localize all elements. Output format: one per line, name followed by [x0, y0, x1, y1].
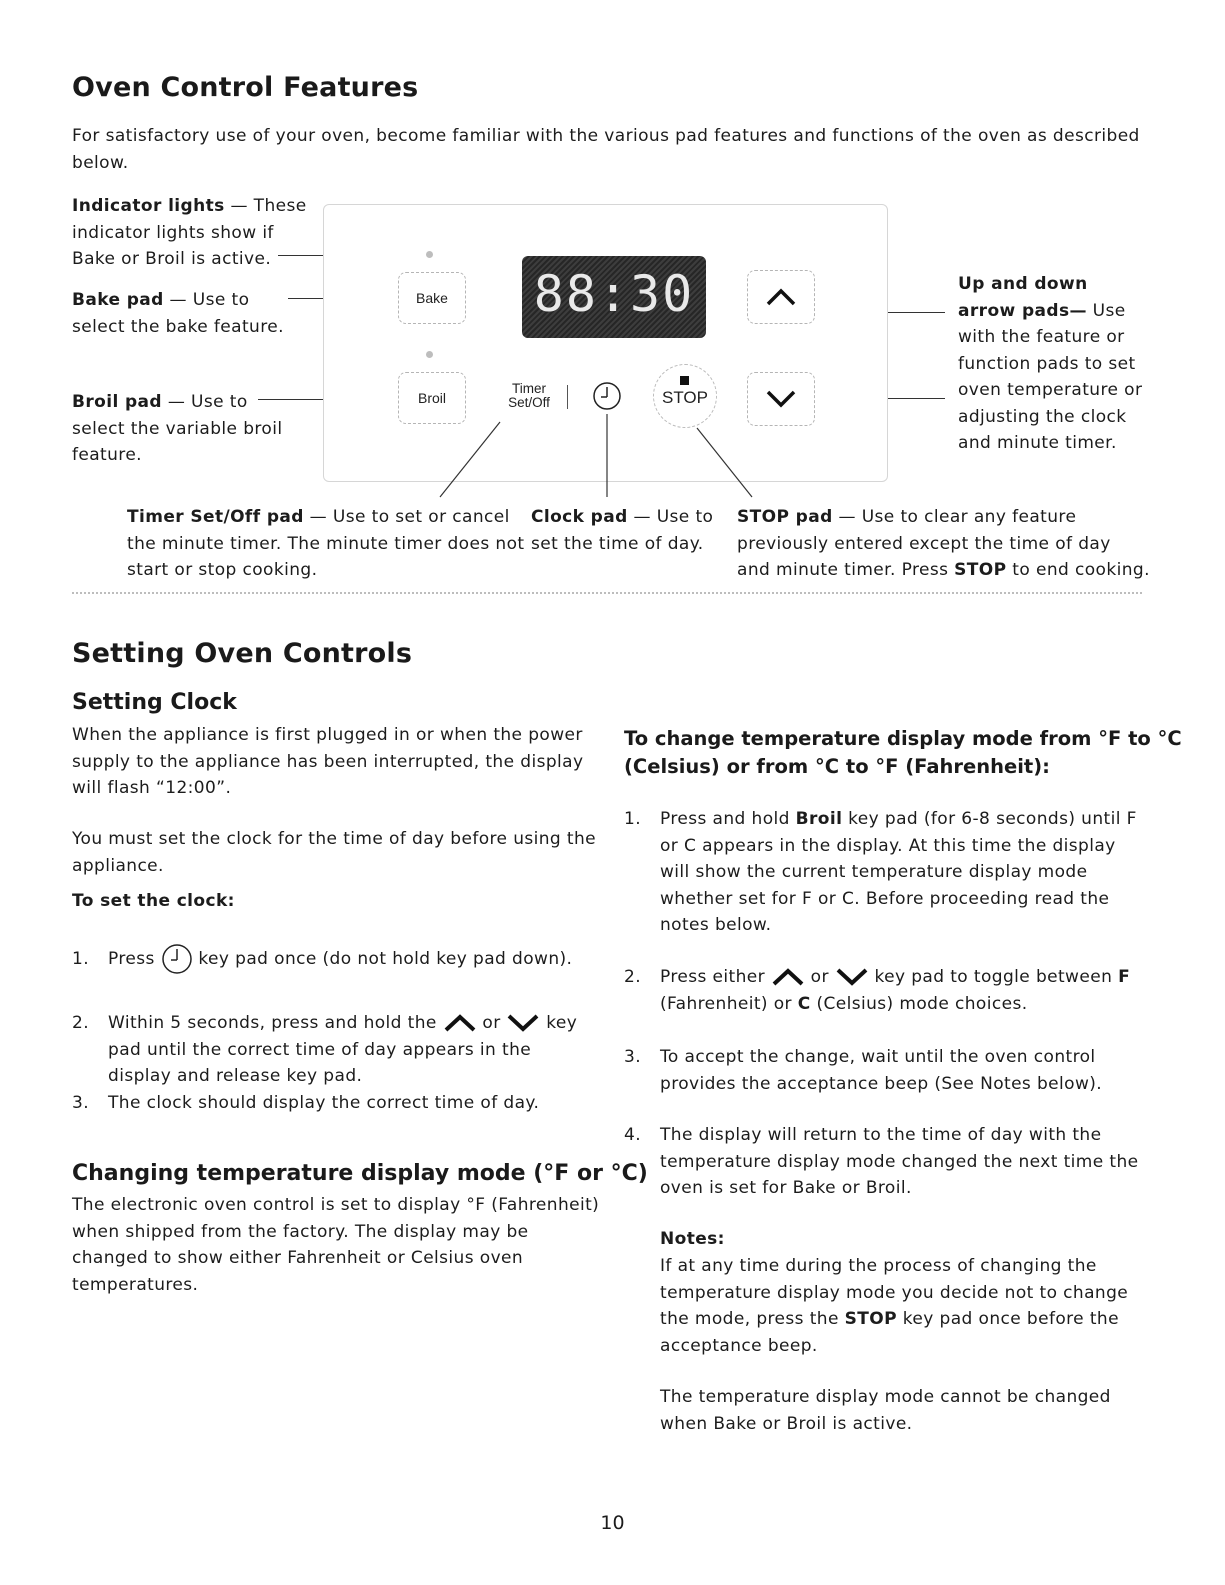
notes-heading: Notes:: [660, 1229, 725, 1249]
setting-clock-paragraph-1: [72, 722, 602, 802]
n2-line-2: when Bake or Broil is active.: [660, 1413, 913, 1434]
s2-or: or: [810, 967, 829, 987]
clock-pad-text-1: — Use to: [627, 507, 714, 527]
arrow-down-icon: [506, 1013, 540, 1033]
section-title-oven-control-features: Oven Control Features: [72, 72, 419, 103]
changing-temperature-paragraph: [72, 1192, 602, 1298]
step2-line-3: display and release key pad.: [108, 1066, 363, 1086]
clock-pad-label: Clock pad: [531, 507, 628, 527]
section-title-setting-oven-controls: Setting Oven Controls: [72, 638, 413, 669]
s2-line2-b: (Celsius) mode choices.: [810, 993, 1028, 1014]
setting-clock-heading: Setting Clock: [72, 690, 237, 715]
mode-step-3: [660, 1044, 1160, 1097]
setting-clock-paragraph-2: [72, 826, 602, 879]
n1-line-3c: key pad once before the: [896, 1309, 1119, 1329]
timer-callout-line: [440, 422, 500, 497]
display-readout: 88:30: [533, 265, 695, 323]
set-clock-step-3: The clock should display the correct time of day.: [108, 1093, 540, 1113]
s2-text-b: key pad to toggle between: [874, 967, 1119, 987]
set-clock-step-2-number: 2.: [72, 1013, 90, 1033]
section-divider: [72, 592, 1142, 594]
s4-line-1: The display will return to the time of day with the: [660, 1125, 1102, 1145]
s3-line-2: provides the acceptance beep (See Notes below).: [660, 1073, 1103, 1094]
clock-p2-line-1: You must set the clock for the time of day before using the: [72, 829, 597, 849]
s2-C: C: [797, 993, 811, 1014]
arrow-down-icon: [835, 967, 869, 987]
n1-line-4: acceptance beep.: [660, 1335, 818, 1356]
s1-text-a: Press and hold: [660, 809, 796, 829]
mode-step-3-number: 3.: [624, 1047, 642, 1067]
change-mode-heading: [624, 725, 1184, 781]
s4-line-3: oven is set for Bake or Broil.: [660, 1178, 912, 1198]
notes-paragraph-2: [660, 1384, 1160, 1437]
arrow-pads-text-7: and minute timer.: [958, 433, 1117, 453]
temp-line-3: changed to show either Fahrenheit or Celsius oven: [72, 1248, 524, 1268]
step2-text-b: key: [546, 1013, 578, 1033]
clock-icon: [161, 943, 193, 975]
n1-line-1: If at any time during the process of changing the: [660, 1256, 1097, 1276]
timer-label-1: Timer: [512, 381, 546, 396]
step1-text-b: key pad once (do not hold key pad down).: [198, 949, 573, 969]
page-number: 10: [600, 1512, 625, 1534]
timer-pad-text-1: — Use to set or cancel: [303, 507, 510, 527]
temp-line-2: when shipped from the factory. The display may be: [72, 1221, 529, 1242]
mode-step-2: [660, 964, 1160, 1017]
arrow-pads-label-1: Up and down: [958, 274, 1088, 294]
clock-pad-description: [531, 504, 731, 557]
timer-pad-text-2: the minute timer. The minute timer does not: [127, 533, 525, 554]
broil-pad-text-2: select the variable broil: [72, 418, 283, 439]
broil-pad-label: Broil pad: [72, 392, 163, 412]
broil-pad-button[interactable]: Broil: [398, 372, 466, 424]
intro-text: For satisfactory use of your oven, become familiar with the various pad features and functions of the oven as described below.: [72, 126, 1140, 173]
n1-line-3b: STOP: [844, 1309, 897, 1329]
timer-pad-label: Timer Set/Off pad: [127, 507, 304, 527]
indicator-lights-text-1: — These: [224, 196, 307, 216]
temp-line-4: temperatures.: [72, 1274, 199, 1295]
temp-line-1: The electronic oven control is set to display °F (Fahrenheit): [72, 1195, 600, 1215]
s1-text-c: key pad (for 6-8 seconds) until F: [842, 809, 1137, 829]
mode-step-4: [660, 1122, 1160, 1202]
s2-F: F: [1118, 967, 1131, 987]
stop-pad-description: [737, 504, 1167, 584]
bake-pad-text-1: — Use to: [163, 290, 250, 310]
step2-or: or: [482, 1013, 501, 1033]
arrow-pads-label-2: arrow pads—: [958, 300, 1087, 321]
broil-pad-text-1: — Use to: [162, 392, 248, 412]
set-clock-step-3-number: 3.: [72, 1093, 90, 1113]
step2-text-a: Within 5 seconds, press and hold the: [108, 1013, 437, 1033]
s1-line-5: notes below.: [660, 915, 772, 935]
indicator-lights-text-3: Bake or Broil is active.: [72, 249, 272, 269]
notes-paragraph-1: [660, 1253, 1160, 1359]
mode-step-1-number: 1.: [624, 809, 642, 829]
set-clock-step-1-number: 1.: [72, 949, 90, 969]
s1-line-4: whether set for F or C. Before proceeding read the: [660, 888, 1110, 909]
arrow-pads-text-6: adjusting the clock: [958, 406, 1127, 427]
timer-label-2: Set/Off: [508, 395, 550, 410]
mode-step-2-number: 2.: [624, 967, 642, 987]
s1-line-2: or C appears in the display. At this time the display: [660, 835, 1116, 856]
s4-line-2: temperature display mode changed the next time the: [660, 1151, 1139, 1172]
stop-label: STOP: [662, 388, 708, 407]
clock-p1-line-3: will flash “12:00”.: [72, 778, 232, 798]
indicator-lights-text-2: indicator lights show if: [72, 222, 274, 243]
set-clock-step-1: [108, 942, 608, 976]
arrow-up-icon: [771, 967, 805, 987]
change-mode-heading-line-1: To change temperature display mode from °F to °C: [624, 727, 1182, 750]
arrow-up-icon: [443, 1013, 477, 1033]
mode-step-1: [660, 806, 1160, 939]
step2-line-2: pad until the correct time of day appears in the: [108, 1039, 532, 1060]
s2-line2-a: (Fahrenheit) or: [660, 993, 798, 1014]
clock-p1-line-2: supply to the appliance has been interrupted, the display: [72, 751, 584, 772]
stop-pad-text-1: — Use to clear any feature: [832, 507, 1077, 527]
timer-pad-text-3: start or stop cooking.: [127, 560, 318, 580]
clock-p1-line-1: When the appliance is first plugged in or when the power: [72, 725, 583, 745]
s1-text-b: Broil: [795, 809, 843, 829]
clock-p2-line-2: appliance.: [72, 855, 164, 876]
bake-pad-label: Bake pad: [72, 290, 164, 310]
n1-line-3a: the mode, press the: [660, 1309, 845, 1329]
step1-text-a: Press: [108, 949, 155, 969]
stop-pad-text-2: previously entered except the time of day: [737, 533, 1111, 554]
bake-pad-button[interactable]: Bake: [398, 272, 466, 324]
changing-temperature-heading: Changing temperature display mode (°F or °C): [72, 1161, 648, 1186]
set-clock-step-2: [108, 1010, 608, 1090]
stop-pad-text-3c: to end cooking.: [1006, 560, 1150, 580]
s1-line-3: will show the current temperature display mode: [660, 862, 1088, 882]
set-clock-heading: To set the clock:: [72, 891, 235, 911]
s2-text-a: Press either: [660, 967, 766, 987]
arrow-pads-text-4: function pads to set: [958, 353, 1136, 374]
stop-pad-text-3b: STOP: [954, 560, 1007, 580]
s3-line-1: To accept the change, wait until the oven control: [660, 1047, 1096, 1067]
broil-pad-text-3: feature.: [72, 445, 142, 465]
bake-pad-text-2: select the bake feature.: [72, 316, 284, 337]
arrow-pads-text-5: oven temperature or: [958, 380, 1143, 400]
stop-pad-text-3a: and minute timer. Press: [737, 560, 955, 580]
stop-pad-label: STOP pad: [737, 507, 833, 527]
stop-callout-line: [697, 428, 752, 497]
indicator-lights-label: Indicator lights: [72, 196, 225, 216]
clock-pad-text-2: set the time of day.: [531, 533, 704, 554]
change-mode-heading-line-2: (Celsius) or from °C to °F (Fahrenheit):: [624, 755, 1050, 778]
n2-line-1: The temperature display mode cannot be changed: [660, 1387, 1111, 1407]
timer-pad-description: [127, 504, 527, 584]
n1-line-2: temperature display mode you decide not to change: [660, 1282, 1129, 1303]
arrow-pads-text-3: with the feature or: [958, 327, 1125, 347]
mode-step-4-number: 4.: [624, 1125, 642, 1145]
arrow-pads-text-2: Use: [1086, 300, 1126, 321]
